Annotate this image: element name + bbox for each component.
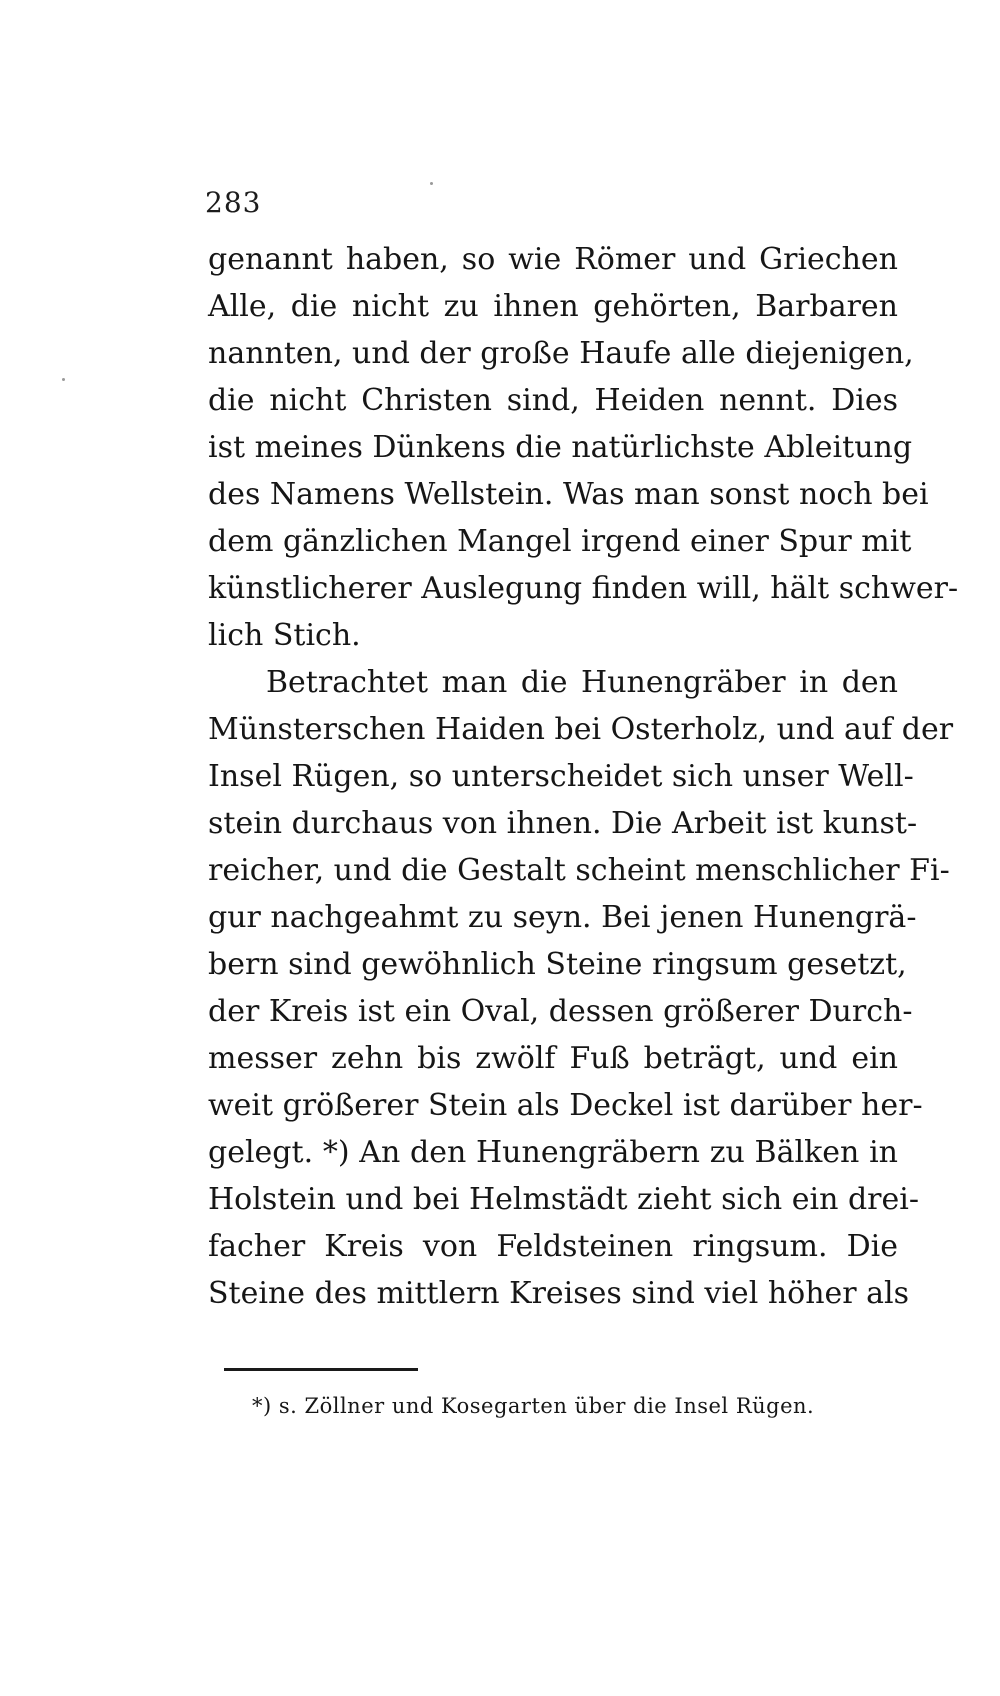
text-line: genannt haben, so wie Römer und Griechen <box>208 242 898 277</box>
text-line: ist meines Dünkens die natürlichste Ableitung <box>208 430 913 465</box>
text-line: Betrachtet man die Hunengräber in den <box>266 665 898 700</box>
body-text <box>208 236 959 1317</box>
text-line: messer zehn bis zwölf Fuß beträgt, und ein <box>208 1041 898 1076</box>
footnote: *) s. Zöllner und Kosegarten über die Insel Rügen. <box>252 1394 815 1418</box>
text-line: weit größerer Stein als Deckel ist darüber her- <box>208 1088 923 1123</box>
text-line: gelegt. *) An den Hunengräbern zu Bälken in <box>208 1135 898 1170</box>
text-line: Insel Rügen, so unterscheidet sich unser Well- <box>208 759 914 794</box>
text-line: Münsterschen Haiden bei Osterholz, und auf der <box>208 712 954 747</box>
footnote-divider <box>224 1368 418 1371</box>
paper-speck <box>62 378 65 381</box>
text-line: Alle, die nicht zu ihnen gehörten, Barbaren <box>208 289 898 324</box>
text-line: des Namens Wellstein. Was man sonst noch bei <box>208 477 929 512</box>
text-line: die nicht Christen sind, Heiden nennt. Dies <box>208 383 898 418</box>
text-line: reicher, und die Gestalt scheint menschlicher Fi- <box>208 853 950 888</box>
paper-speck <box>430 182 433 185</box>
text-line: künstlicherer Auslegung finden will, hält schwer- <box>208 571 959 606</box>
page-number: 283 <box>205 186 262 219</box>
text-line: dem gänzlichen Mangel irgend einer Spur mit <box>208 524 912 559</box>
text-line: stein durchaus von ihnen. Die Arbeit ist kunst- <box>208 806 918 841</box>
text-line: bern sind gewöhnlich Steine ringsum gesetzt, <box>208 947 907 982</box>
text-line: der Kreis ist ein Oval, dessen größerer Durch- <box>208 994 913 1029</box>
text-line: nannten, und der große Haufe alle diejenigen, <box>208 336 914 371</box>
text-line: facher Kreis von Feldsteinen ringsum. Die <box>208 1229 898 1264</box>
text-line: lich Stich. <box>208 618 361 653</box>
text-line: Holstein und bei Helmstädt zieht sich ein drei- <box>208 1182 919 1217</box>
text-line: Steine des mittlern Kreises sind viel höher als <box>208 1276 910 1311</box>
text-line: gur nachgeahmt zu seyn. Bei jenen Hunengrä- <box>208 900 917 935</box>
